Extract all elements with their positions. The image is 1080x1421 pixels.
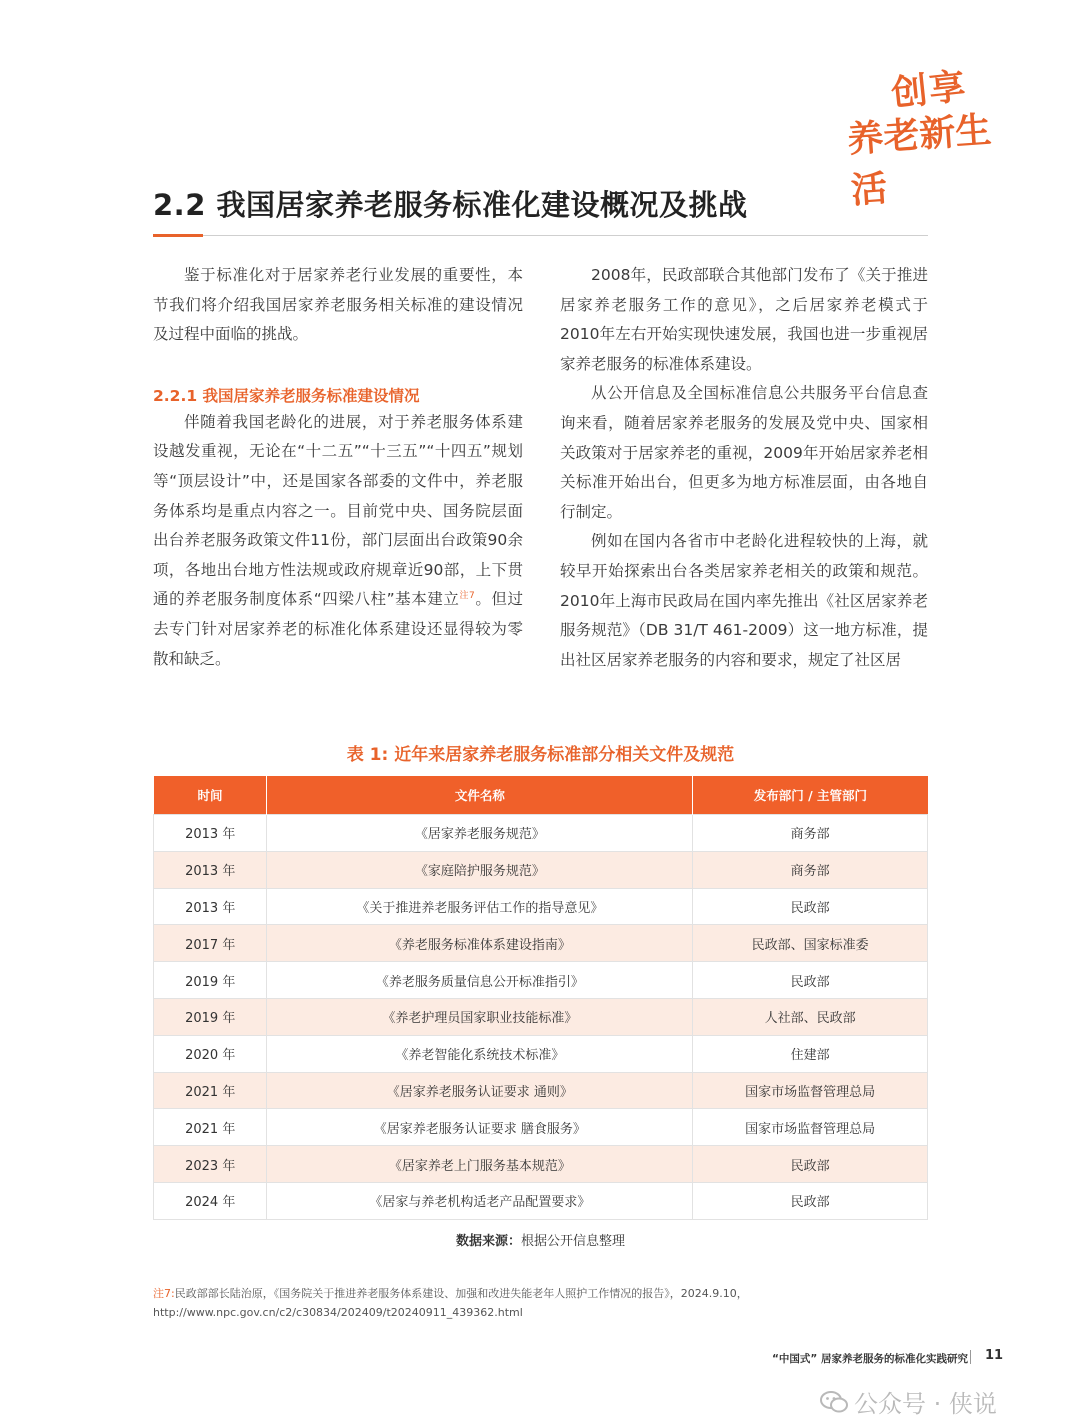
title-divider: [153, 235, 928, 236]
table-row: [154, 998, 928, 1035]
cell-time: 2024 年: [154, 1182, 267, 1219]
table-caption: 表 1: 近年来居家养老服务标准部分相关文件及规范: [346, 745, 735, 765]
cell-document: 《养老护理员国家职业技能标准》: [267, 998, 693, 1035]
source-label: 数据来源：: [455, 1234, 521, 1249]
cell-department: 民政部: [693, 1182, 928, 1219]
table-row: [154, 851, 928, 888]
cell-time: 2020 年: [154, 1035, 267, 1072]
cell-document: 《家庭陪护服务规范》: [267, 851, 693, 888]
left-paragraph-2: [153, 408, 523, 674]
table-row: [154, 1109, 928, 1146]
table-body: [154, 815, 928, 1220]
footnote-label: 注7:: [153, 1287, 175, 1300]
cell-department: 商务部: [693, 815, 928, 852]
right-paragraph-2: 从公开信息及全国标准信息公共服务平台信息查询来看，随着居家养老服务的发展及党中央、国家相关政策对于居家养老的重视，2009年开始居家养老相关标准开始出台，但更多为地方标准层面，由各地自行制定。: [560, 384, 928, 521]
cell-department: 商务部: [693, 851, 928, 888]
watermark: [820, 1384, 997, 1419]
section-title: 2.2 我国居家养老服务标准化建设概况及挑战: [153, 188, 748, 222]
table-row: [154, 962, 928, 999]
subsection-heading: 2.2.1 我国居家养老服务标准建设情况: [153, 386, 420, 405]
cell-department: 住建部: [693, 1035, 928, 1072]
footnote: [153, 1284, 933, 1322]
source-text: 根据公开信息整理: [521, 1234, 626, 1249]
data-source: [153, 1230, 928, 1249]
header-document: 文件名称: [267, 776, 693, 815]
right-column: [560, 261, 928, 675]
cell-document: 《养老服务质量信息公开标准指引》: [267, 962, 693, 999]
cell-document: 《养老智能化系统技术标准》: [267, 1035, 693, 1072]
wechat-icon: [820, 1391, 848, 1413]
cell-time: 2019 年: [154, 998, 267, 1035]
cell-document: 《居家与养老机构适老产品配置要求》: [267, 1182, 693, 1219]
cell-time: 2019 年: [154, 962, 267, 999]
cell-document: 《居家养老上门服务基本规范》: [267, 1146, 693, 1183]
right-paragraph-1: 2008年，民政部联合其他部门发布了《关于推进居家养老服务工作的意见》，之后居家养老模式于2010年左右开始实现快速发展，我国也进一步重视居家养老服务的标准体系建设。: [560, 266, 928, 373]
footer-divider: [970, 1350, 971, 1364]
page-number: 11: [985, 1348, 1004, 1363]
cell-department: 国家市场监督管理总局: [693, 1072, 928, 1109]
cell-time: 2013 年: [154, 888, 267, 925]
table-row: [154, 1072, 928, 1109]
cell-document: 《养老服务标准体系建设指南》: [267, 925, 693, 962]
brand-logo: [845, 62, 1015, 212]
header-time: 时间: [154, 776, 267, 815]
left-column: [153, 261, 523, 674]
cell-time: 2013 年: [154, 851, 267, 888]
watermark-text: 公众号 · 侠说: [854, 1390, 997, 1418]
left-paragraph-2-tail: 。但过去专门针对居家养老的标准化体系建设还显得较为零散和缺乏。: [153, 590, 523, 668]
standards-table: [153, 776, 928, 1220]
cell-time: 2021 年: [154, 1109, 267, 1146]
table-row: [154, 925, 928, 962]
cell-department: 民政部: [693, 1146, 928, 1183]
footer-report-title: “中国式” 居家养老服务的标准化实践研究: [772, 1353, 968, 1365]
table-row: [154, 1035, 928, 1072]
footnote-mark[interactable]: 注7: [459, 591, 475, 602]
cell-time: 2017 年: [154, 925, 267, 962]
cell-department: 民政部: [693, 888, 928, 925]
cell-document: 《居家养老服务认证要求 通则》: [267, 1072, 693, 1109]
footnote-text: 民政部部长陆治原，《国务院关于推进养老服务体系建设、加强和改进失能老年人照护工作情况的报告》，2024.9.10，http://www.npc.gov.cn/c2/c30834/202409/t20240911_439362.html: [153, 1287, 748, 1319]
cell-department: 人社部、民政部: [693, 998, 928, 1035]
cell-time: 2021 年: [154, 1072, 267, 1109]
cell-document: 《关于推进养老服务评估工作的指导意见》: [267, 888, 693, 925]
cell-document: 《居家养老服务规范》: [267, 815, 693, 852]
right-paragraph-3: 例如在国内各省市中老龄化进程较快的上海，就较早开始探索出台各类居家养老相关的政策和规范。2010年上海市民政局在国内率先推出《社区居家养老服务规范》（DB 31/T 461-2009）这一地方标准，提出社区居家养老服务的内容和要求，规定了社区居: [560, 532, 928, 669]
left-paragraph-2-text: 伴随着我国老龄化的进展，对于养老服务体系建设越发重视，无论在“十二五”“十三五”“十四五”规划等“顶层设计”中，还是国家各部委的文件中，养老服务体系均是重点内容之一。目前党中央、国务院层面出台养老服务政策文件11份，部门层面出台政策90余项，各地出台地方性法规或政府规章近90部，上下贯通的养老服务制度体系“四梁八柱”基本建立: [153, 412, 523, 609]
left-paragraph-1: 鉴于标准化对于居家养老行业发展的重要性，本节我们将介绍我国居家养老服务相关标准的建设情况及过程中面临的挑战。: [153, 266, 523, 344]
table-row: [154, 815, 928, 852]
logo-line-1: 创享: [889, 65, 970, 115]
logo-line-2: 养老新生活: [846, 108, 993, 212]
table-header-row: [154, 776, 928, 815]
header-department: 发布部门 / 主管部门: [693, 776, 928, 815]
cell-department: 国家市场监督管理总局: [693, 1109, 928, 1146]
cell-time: 2013 年: [154, 815, 267, 852]
title-divider-accent: [153, 234, 203, 237]
cell-time: 2023 年: [154, 1146, 267, 1183]
table-row: [154, 1182, 928, 1219]
cell-department: 民政部、国家标准委: [693, 925, 928, 962]
cell-department: 民政部: [693, 962, 928, 999]
cell-document: 《居家养老服务认证要求 膳食服务》: [267, 1109, 693, 1146]
table-row: [154, 888, 928, 925]
table-row: [154, 1146, 928, 1183]
